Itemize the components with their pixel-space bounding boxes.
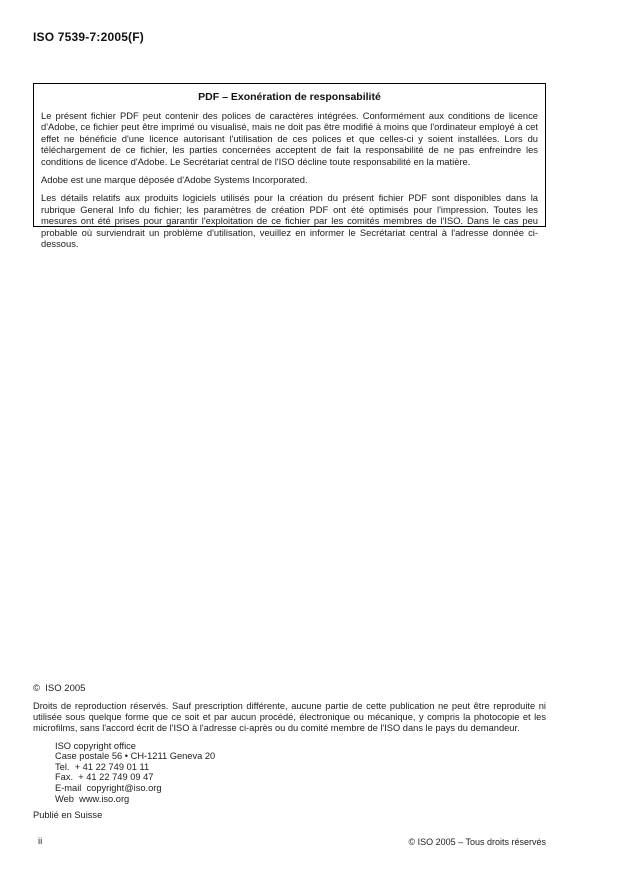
- pdf-disclaimer-box: [33, 83, 546, 250]
- address-line-tel: Tel. + 41 22 749 01 11: [55, 761, 150, 772]
- address-line-postal: Case postale 56 • CH-1211 Geneva 20: [55, 751, 216, 762]
- iso-address-block: [55, 741, 546, 805]
- disclaimer-paragraph: Les détails relatifs aux produits logiciels utilisés pour la création du présent fichier PDF sont disponibles dans la rubrique General Info du fichier; les paramètres de création PDF ont été optimisés pour l'impression. Toutes les mesures ont été prises pour garantir l'exploitation de ce fichier par les comités membres de l'ISO. Dans le cas peu probable où surviendrait un problème d'utilisation, veuillez en informer le Secrétariat central à l'adresse donnée ci-dessous.: [41, 192, 538, 250]
- document-number-header: ISO 7539-7:2005(F): [33, 30, 144, 44]
- copyright-block: [33, 683, 546, 820]
- address-line-office: ISO copyright office: [55, 740, 136, 751]
- address-line-web: Web www.iso.org: [55, 793, 130, 804]
- disclaimer-title: PDF – Exonération de responsabilité: [198, 91, 381, 103]
- address-line-fax: Fax. + 41 22 749 09 47: [55, 772, 154, 783]
- published-in-line: Publié en Suisse: [33, 810, 103, 821]
- disclaimer-paragraph: Le présent fichier PDF peut contenir des polices de caractères intégrées. Conformément aux conditions de licence d'Adobe, ce fichier peut être imprimé ou visualisé, mais ne doit pas être modifié à moins que l'ordinateur employé à cet effet ne bénéficie d'une licence autorisant l'utilisation de ces polices et que celles-ci y soient installées. Lors du téléchargement de ce fichier, les parties concernées acceptent de fait la responsabilité de ne pas enfreindre les conditions de licence d'Adobe. Le Secrétariat central de l'ISO décline toute responsabilité en la matière.: [41, 110, 538, 167]
- footer-page-number: ii: [38, 836, 43, 847]
- copyright-notice: © ISO 2005: [33, 683, 86, 694]
- footer-copyright-text: © ISO 2005 – Tous droits réservés: [408, 837, 546, 847]
- copyright-rights-paragraph: Droits de reproduction réservés. Sauf prescription différente, aucune partie de cette publication ne peut être reproduite ni utilisée sous quelque forme que ce soit et par aucun procédé, électronique ou mécanique, y compris la photocopie et les microfilms, sans l'accord écrit de l'ISO à l'adresse ci-après ou du comité membre de l'ISO dans le pays du demandeur.: [33, 701, 546, 734]
- address-line-email: E-mail copyright@iso.org: [55, 782, 162, 793]
- disclaimer-paragraph: Adobe est une marque déposée d'Adobe Systems Incorporated.: [41, 174, 308, 186]
